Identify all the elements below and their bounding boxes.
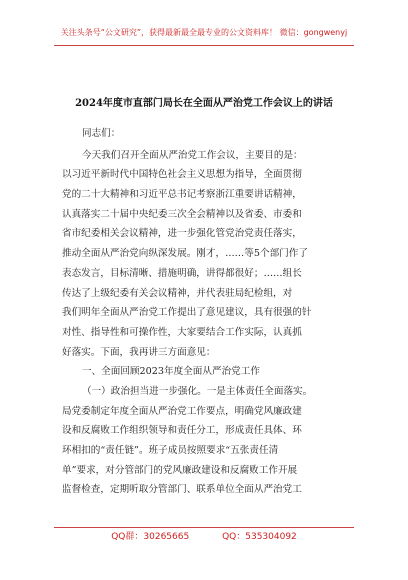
paragraph-line: 单”要求，对分管部门的党风廉政建设和反腐败工作开展 xyxy=(62,464,298,476)
paragraph-line: 局党委制定年度全面从严治党工作要点，明确党风廉政建 xyxy=(62,405,302,417)
section-heading: 一、全面回顾2023年度全面从严治党工作 xyxy=(82,366,260,378)
header-note: 关注头条号“公文研究”，获得最新最全最专业的公文资料库！ 微信：gongwenyj xyxy=(60,28,348,37)
document-title: 2024年度市直部门局长在全面从严治党工作会议上的讲话 xyxy=(75,98,333,109)
paragraph-line: 我们明年全面从严治党工作提出了意见建议，具有很强的针 xyxy=(62,307,312,319)
paragraph-line: 党的二十大精神和习近平总书记考察浙江重要讲话精神， xyxy=(62,189,302,201)
paragraph-line: 认真落实二十届中央纪委三次全会精神以及省委、市委和 xyxy=(62,208,302,220)
paragraph-line: 表态发言，目标清晰、措施明确，讲得都很好；……组长 xyxy=(62,267,302,279)
document-body xyxy=(62,124,347,500)
paragraph-line: 好落实。下面，我再讲三方面意见： xyxy=(62,346,216,358)
paragraph-line: （一）政治担当进一步强化。一是主体责任全面落实。 xyxy=(82,385,313,397)
footer-divider xyxy=(54,527,354,528)
footer-qq-group: QQ群：30265665 xyxy=(111,532,190,542)
footer-contacts xyxy=(0,529,408,542)
paragraph-line: 今天我们召开全面从严治党工作会议，主要目的是： xyxy=(82,149,303,161)
paragraph-line: 环相扣的“责任链”。班子成员按照要求“五张责任清 xyxy=(62,445,279,456)
header-divider xyxy=(54,45,354,46)
paragraph-line: 省市纪委相关会议精神，进一步强化管党治党责任落实， xyxy=(62,228,302,240)
paragraph-line: 以习近平新时代中国特色社会主义思想为指导，全面贯彻 xyxy=(62,169,302,181)
paragraph-line: 推动全面从严治党向纵深发展。刚才，……等5个部门作了 xyxy=(62,248,308,260)
paragraph-line: 监督检查，定期听取分管部门、联系单位全面从严治党工 xyxy=(62,484,302,496)
greeting: 同志们： xyxy=(82,128,121,139)
paragraph-line: 对性、指导性和可操作性，大家要结合工作实际，认真抓 xyxy=(62,326,302,338)
paragraph-line: 传达了上级纪委有关会议精神，并代表驻局纪检组，对 xyxy=(62,287,293,299)
paragraph-line: 设和反腐败工作组织领导和责任分工，形成责任具体、环 xyxy=(62,425,302,437)
footer-qq: QQ：535304092 xyxy=(222,532,297,542)
